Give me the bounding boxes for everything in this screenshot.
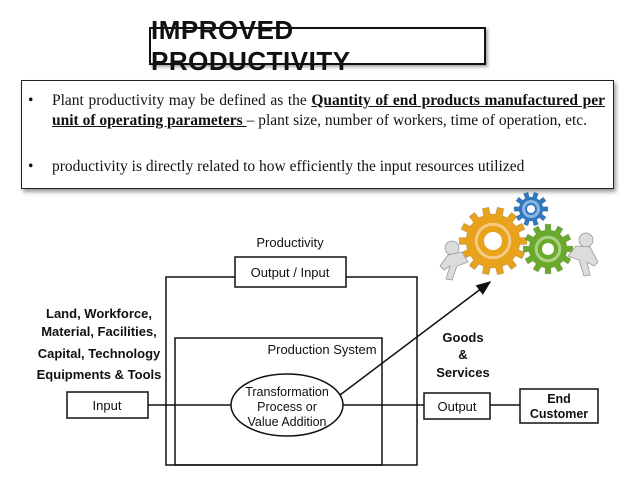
production-system-label: Production System (267, 342, 377, 357)
transformation-line-1: Transformation (245, 385, 329, 399)
goods-label: Goods (442, 330, 484, 345)
gear-green-icon (523, 224, 573, 274)
resource-line-1: Land, Workforce, (46, 306, 152, 321)
definition-emphasis: Quantity of end products manufactured per unit of operating parameters (52, 92, 605, 129)
transformation-line-3: Value Addition (247, 415, 327, 429)
end-customer-line-1: End (547, 392, 571, 406)
definition-text: Plant productivity may be defined as the (52, 92, 312, 109)
input-label: Input (92, 398, 122, 413)
resource-line-3: Capital, Technology (37, 346, 161, 361)
slide-title: IMPROVED PRODUCTIVITY (151, 15, 351, 76)
feedback-loop-box (166, 277, 417, 465)
bullet-efficiency: • productivity is directly related to how efficiently the input resources utilized (28, 157, 605, 179)
bullet-definition: • Plant productivity may be defined as the Quantity of end products manufactured per unit of operating parameters – plant size, number of workers, time of operation, etc. (28, 92, 605, 129)
output-label: Output (437, 399, 477, 414)
gear-blue-icon (514, 192, 548, 225)
output-input-label: Output / Input (250, 265, 330, 280)
transformation-line-2: Process or (257, 400, 317, 414)
definition-tail: – plant size, number of workers, time of operation, etc. (246, 112, 588, 129)
efficiency-text: productivity is directly related to how efficiently the input resources utilized (52, 158, 525, 175)
person-right-icon (568, 233, 598, 276)
resource-line-4: Equipments & Tools (36, 367, 162, 382)
productivity-label: Productivity (256, 235, 324, 250)
resource-line-2: Material, Facilities, (41, 324, 157, 339)
end-customer-line-2: Customer (529, 407, 589, 421)
services-label: Services (436, 365, 490, 380)
person-left-icon (440, 241, 468, 280)
gears-illustration (440, 192, 598, 280)
and-label: & (458, 347, 468, 362)
